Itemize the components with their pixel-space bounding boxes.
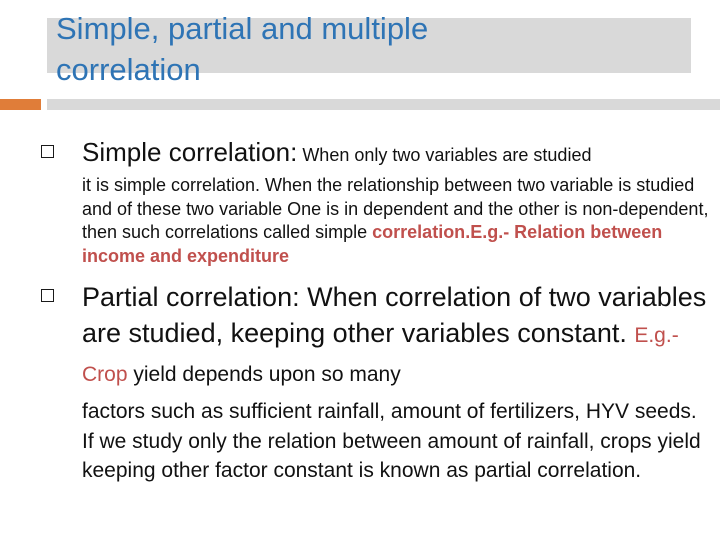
partial-correlation-text-small: yield depends upon so many bbox=[127, 363, 401, 386]
simple-correlation-text: it is simple correlation. When the relationship between two variable is studied and of these two variable One is in dependent and the other is non-dependent, then such correlations called simple bbox=[82, 175, 709, 242]
partial-correlation-body: factors such as sufficient rainfall, amount of fertilizers, HYV seeds. If we study only the relation between amount of rainfall, crops yield keeping other factor constant is known as partial correlation. bbox=[82, 400, 701, 482]
simple-correlation-body bbox=[82, 174, 712, 268]
partial-correlation-block bbox=[82, 279, 712, 486]
partial-correlation-text: : When correlation of two variables are studied, keeping other variables constant. bbox=[82, 282, 707, 348]
bullet-box-icon bbox=[41, 145, 54, 158]
slide-title bbox=[56, 8, 696, 90]
title-line-1: Simple, partial and multiple bbox=[56, 11, 429, 46]
simple-correlation-word: correlation bbox=[372, 222, 466, 242]
simple-correlation-example: .E.g.- Relation between income and expenditure bbox=[82, 222, 663, 266]
simple-correlation-block bbox=[82, 137, 712, 268]
accent-bar-orange bbox=[0, 99, 41, 110]
bullet-box-icon bbox=[41, 289, 54, 302]
simple-correlation-intro: When only two variables are studied bbox=[297, 145, 592, 165]
title-line-2: correlation bbox=[56, 52, 201, 87]
simple-correlation-heading: Simple correlation: bbox=[82, 137, 298, 167]
partial-correlation-example-label: E.g.-Crop bbox=[82, 324, 679, 386]
accent-bar-gray bbox=[47, 99, 720, 110]
simple-correlation-lead bbox=[82, 137, 712, 170]
partial-correlation-heading: Partial correlation bbox=[82, 282, 293, 312]
partial-correlation-lead bbox=[82, 279, 712, 393]
